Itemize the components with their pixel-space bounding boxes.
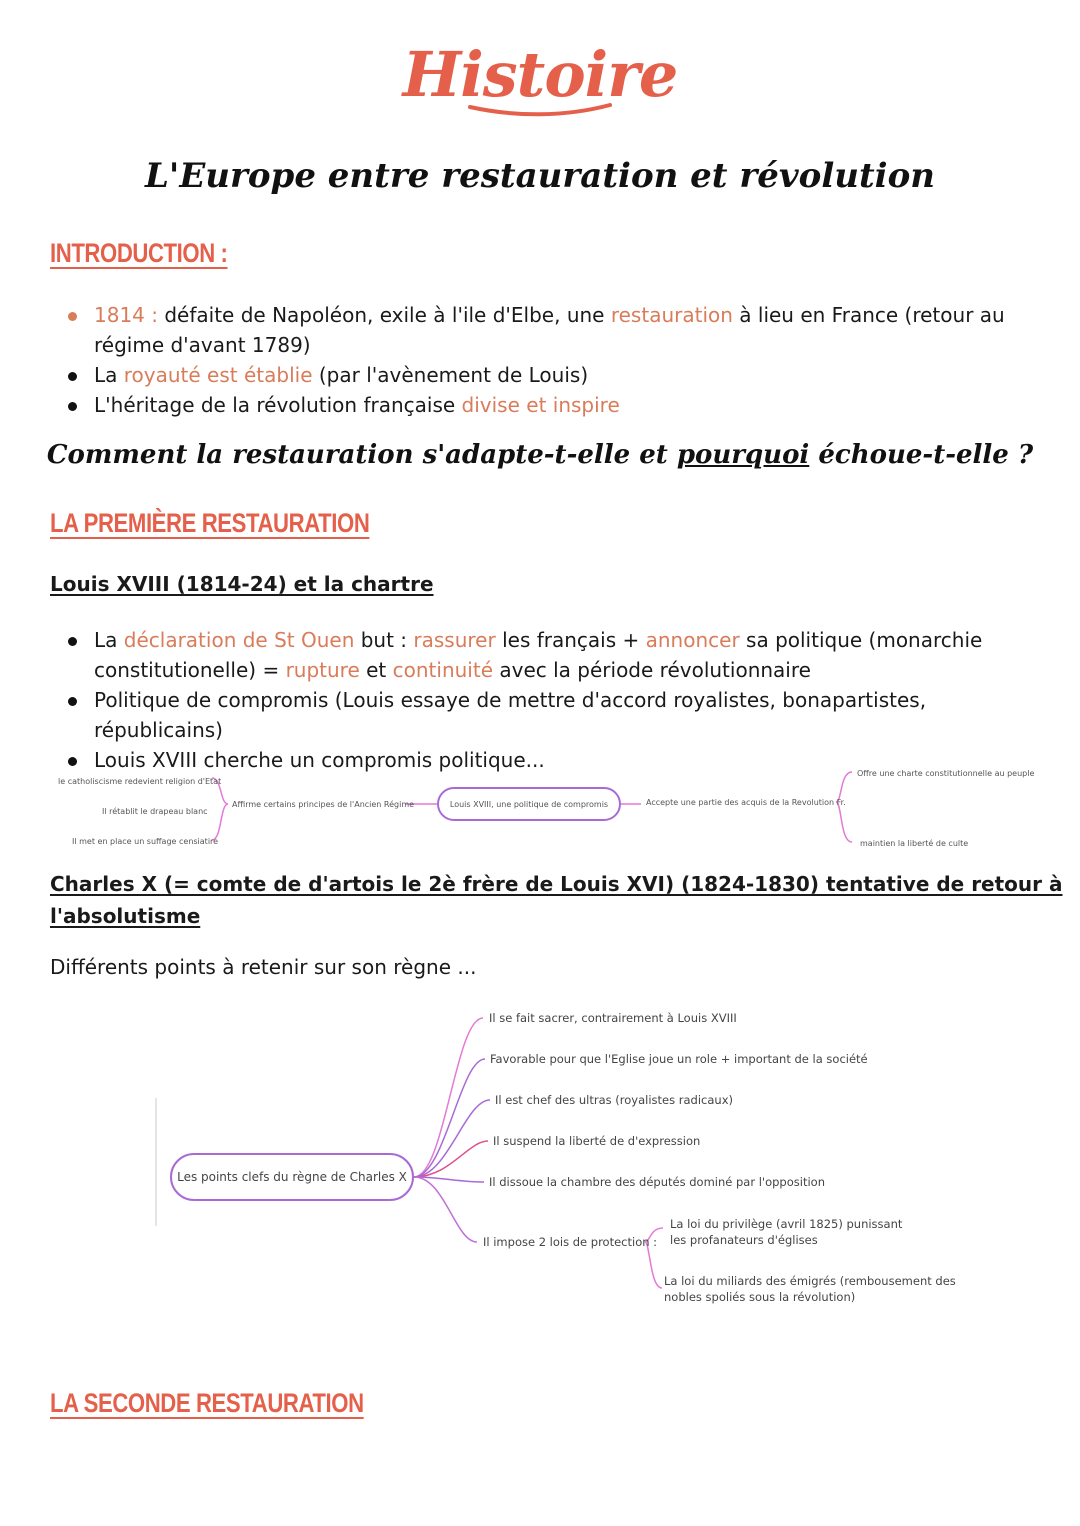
louis-left-item: Il rétablit le drapeau blanc: [102, 807, 208, 816]
bullet-dot: [68, 402, 77, 411]
bullet-text: les français +: [495, 628, 646, 652]
charles-subheading: [50, 868, 1062, 932]
bullet-text: et: [359, 658, 393, 682]
charles-sub-point: [664, 1273, 956, 1305]
bullet-text: La: [94, 628, 124, 652]
louis-xviii-subheading: Louis XVIII (1814-24) et la chartre: [50, 572, 434, 596]
highlighted-text: déclaration de St Ouen: [123, 628, 355, 652]
highlighted-text: annoncer: [645, 628, 740, 652]
louis-right-item: Offre une charte constitutionnelle au peuple: [857, 769, 1035, 778]
highlighted-text: 1814 :: [94, 303, 158, 327]
highlighted-text: royauté est établie: [123, 363, 313, 387]
sub-point-line: La loi du miliards des émigrés (rembousement des: [664, 1274, 956, 1288]
charles-mindmap-center-node: Les points clefs du règne de Charles X: [170, 1153, 414, 1201]
bullet-text: avec la période révolutionnaire: [493, 658, 811, 682]
question-part: Comment la restauration s'adapte-t-elle et: [46, 440, 677, 470]
intro-bullet-list: [66, 300, 1026, 420]
title-text: Histoire: [402, 38, 678, 111]
bullet-text: (par l'avènement de Louis): [312, 363, 589, 387]
bullet-text: Politique de compromis (Louis essaye de mettre d'accord royalistes, bonapartistes, républicains): [94, 688, 927, 742]
louis-left-item: Il met en place un suffage censiatire: [72, 837, 219, 846]
charles-subheading-line: l'absolutisme: [50, 904, 201, 928]
charles-point: Il impose 2 lois de protection :: [483, 1235, 658, 1249]
charles-sub-point: [670, 1216, 902, 1248]
bullet-text: L'héritage de la révolution française: [94, 393, 462, 417]
bullet-text: La: [94, 363, 124, 387]
charles-point: Il suspend la liberté de d'expression: [493, 1134, 701, 1148]
charles-point: Il se fait sacrer, contrairement à Louis XVIII: [489, 1011, 737, 1025]
louis-right-branch: Accepte une partie des acquis de la Revolution Fr.: [646, 798, 846, 807]
bullet-item: [66, 685, 1026, 745]
bullet-dot: [68, 372, 77, 381]
bullet-text: défaite de Napoléon, exile à l'ile d'Elbe, une: [158, 303, 611, 327]
problem-question: [0, 440, 1080, 470]
bullet-item: [66, 360, 1026, 390]
bullet-dot: [68, 697, 77, 706]
sub-point-line: nobles spoliés sous la révolution): [664, 1290, 856, 1304]
highlighted-text: continuité: [392, 658, 494, 682]
louis-right-item: maintien la liberté de culte: [860, 839, 969, 848]
charles-point: Il dissoue la chambre des députés dominé par l'opposition: [489, 1175, 825, 1189]
bullet-text: sa politique (monarchie constitutionelle) =: [94, 628, 983, 682]
louis-bullet-list: [66, 625, 1026, 775]
bullet-item: [66, 390, 1026, 420]
highlighted-text: rassurer: [413, 628, 496, 652]
sub-point-line: les profanateurs d'églises: [670, 1233, 818, 1247]
first-restoration-heading: LA PREMIÈRE RESTAURATION: [50, 508, 370, 538]
charles-subheading-line: Charles X (= comte de d'artois le 2è frère de Louis XVI) (1824-1830) tentative de retour à: [50, 872, 1063, 896]
bullet-item: [66, 625, 1026, 685]
intro-heading: INTRODUCTION :: [50, 238, 228, 268]
charles-point: Favorable pour que l'Eglise joue un role + important de la société: [490, 1052, 868, 1066]
page-subtitle: L'Europe entre restauration et révolution: [145, 156, 935, 196]
louis-mindmap-center-node: Louis XVIII, une politique de compromis: [437, 787, 621, 821]
charles-mindmap-connectors: [0, 1000, 1080, 1320]
question-part: échoue-t-elle ?: [809, 440, 1034, 470]
bullet-text: Louis XVIII cherche un compromis politique...: [94, 748, 545, 772]
bullet-text: but :: [354, 628, 414, 652]
page-title: [0, 38, 1080, 117]
bullet-dot: [68, 312, 77, 321]
question-underlined-word: pourquoi: [676, 440, 810, 470]
bullet-text: à lieu en France (retour au régime d'avant 1789): [94, 303, 1005, 357]
highlighted-text: divise et inspire: [461, 393, 620, 417]
bullet-item: [66, 300, 1026, 360]
second-restoration-heading: LA SECONDE RESTAURATION: [50, 1388, 364, 1418]
highlighted-text: rupture: [285, 658, 360, 682]
charles-intro-text: Différents points à retenir sur son règne ...: [50, 955, 477, 979]
charles-point: Il est chef des ultras (royalistes radicaux): [495, 1093, 733, 1107]
bullet-dot: [68, 637, 77, 646]
sub-point-line: La loi du privilège (avril 1825) punissant: [670, 1217, 903, 1231]
louis-left-branch: Affirme certains principes de l'Ancien Régime: [232, 800, 415, 809]
louis-left-item: le catholiscisme redevient religion d'Etat: [58, 777, 222, 786]
highlighted-text: restauration: [610, 303, 733, 327]
